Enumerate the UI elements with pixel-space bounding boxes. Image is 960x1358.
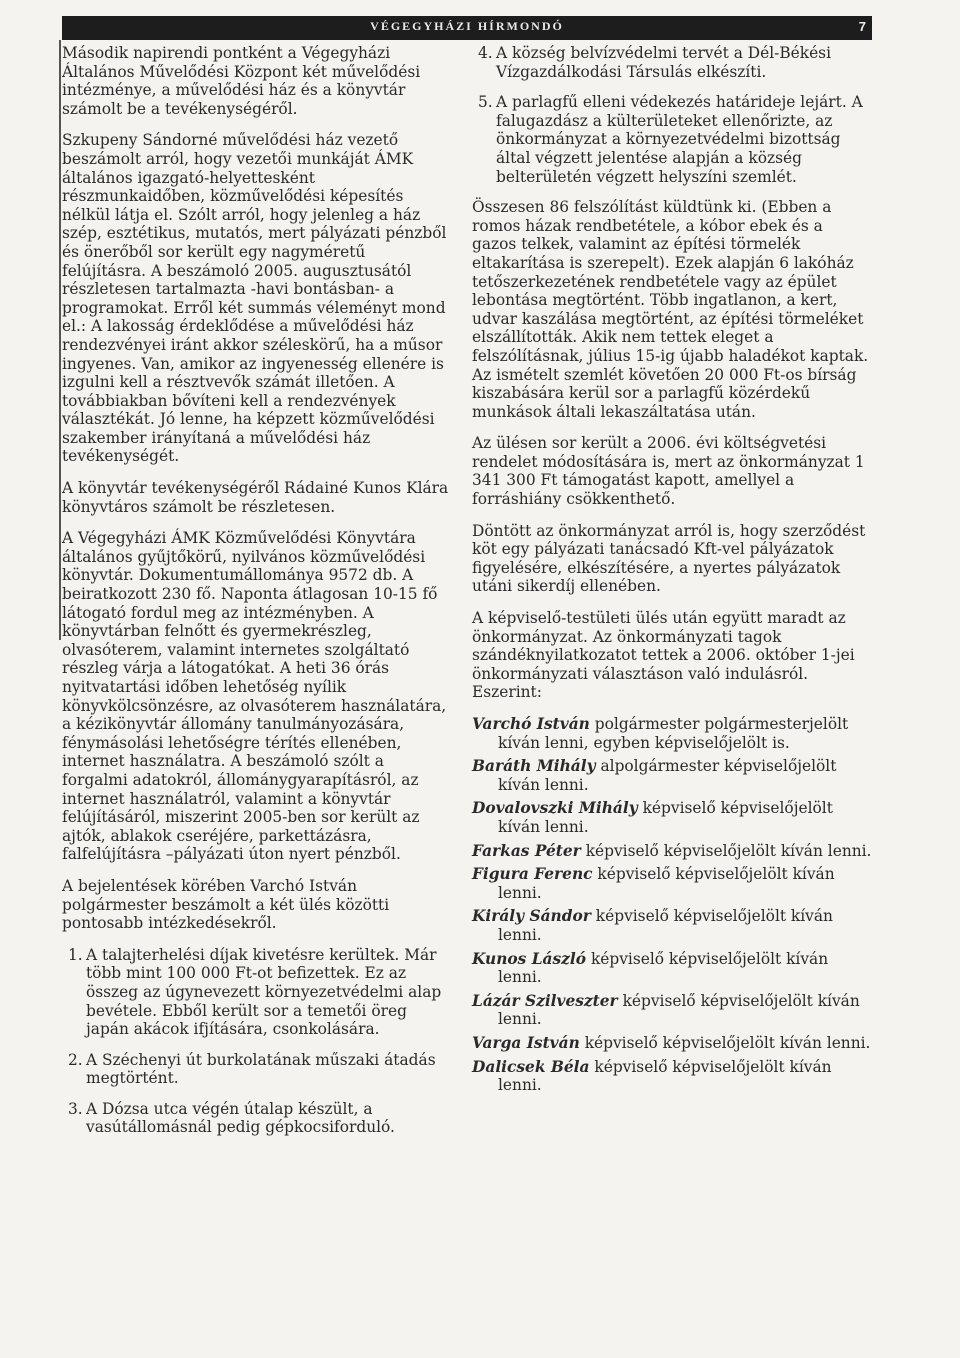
candidate-name: Varga István xyxy=(472,1033,580,1052)
newspaper-header-bar xyxy=(62,16,872,40)
newspaper-title: VÉGEGYHÁZI HÍRMONDÓ xyxy=(370,19,564,33)
left-column xyxy=(62,44,452,1149)
item-number: 3. xyxy=(68,1099,83,1118)
candidate-text: polgármester polgármesterjelölt kíván lenni, egyben képviselőjelölt is. xyxy=(498,715,849,752)
numbered-item xyxy=(472,44,872,81)
candidate-text: képviselő képviselőjelölt kíván lenni. xyxy=(585,841,872,860)
candidate-name: Lázár Szilveszter xyxy=(472,991,618,1010)
item-number: 1. xyxy=(68,945,83,964)
candidate-text: alpolgármester képviselőjelölt kíván lenni. xyxy=(498,757,837,794)
item-text: A Széchenyi út burkolatának műszaki átadás megtörtént. xyxy=(86,1050,436,1088)
candidate-text: képviselő képviselőjelölt kíván lenni. xyxy=(498,949,829,987)
paragraph: A bejelentések körében Varchó István polgármester beszámolt a két ülés közötti pontosabb intézkedésekről. xyxy=(62,876,390,933)
candidate-text: képviselő képviselőjelölt kíván lenni. xyxy=(584,1033,871,1052)
candidate-entry xyxy=(472,1034,872,1053)
candidate-text: képviselő képviselőjelölt kíván lenni. xyxy=(498,907,833,944)
candidate-entry xyxy=(472,992,872,1029)
candidate-name: Farkas Péter xyxy=(472,841,581,860)
paragraph: Szkupeny Sándorné művelődési ház vezető beszámolt arról, hogy vezetői munkáját ÁMK általános igazgató-helyettesként részmunkaidőben, közművelődési képesítés nélkül látja el. Szólt arról, hogy jelenleg a ház szép, esztétikus, mutatós, mert pályázati pénzből és önerőből sor került egy nagyméretű felújításra. A beszámoló 2005. augusztusától részletesen tartalmazta -havi bontásban- a programokat. Erről két summás véleményt mond el.: A lakosság érdeklődése a művelődési ház rendezvényei iránt akkor széleskörű, ha a műsor ingyenes. Van, amikor az ingyenesség ellenére is izgulni kell a résztvevők számát illetően. A továbbiakban bővíteni kell a rendezvények választékát. Jó lenne, ha képzett közművelődési szakember irányítaná a művelődési ház tevékenységét. xyxy=(62,131,447,466)
candidate-name: Király Sándor xyxy=(472,907,591,926)
candidate-name: Dovalovszki Mihály xyxy=(472,799,638,818)
paragraph: Döntött az önkormányzat arról is, hogy szerződést köt egy pályázati tanácsadó Kft-vel pályázatok figyelésére, elkészítésére, a nyertes pályázatok utáni sikerdíj ellenében. xyxy=(472,521,866,596)
item-text: A község belvízvédelmi tervét a Dél-Békési Vízgazdálkodási Társulás elkészíti. xyxy=(496,44,832,81)
candidate-entry xyxy=(472,865,872,902)
candidate-text: képviselő képviselőjelölt kíván lenni. xyxy=(498,991,860,1029)
column-rule xyxy=(59,40,61,640)
candidate-entry xyxy=(472,950,872,987)
candidate-text: képviselő képviselőjelölt kíván lenni. xyxy=(498,1057,832,1095)
candidate-name: Varchó István xyxy=(472,715,590,733)
item-number: 2. xyxy=(68,1050,83,1069)
candidate-name: Kunos László xyxy=(472,949,587,968)
item-text: A parlagfű elleni védekezés határideje lejárt. A falugazdász a külterületeket ellenőrizte, az önkormányzat a környezetvédelmi bizottság által végzett jelentése alapján a község belterületén végzett helyszíni szemlét. xyxy=(496,93,863,186)
item-text: A talajterhelési díjak kivetésre kerültek. Már több mint 100 000 Ft-ot befizettek. Ez az összeg az úgynevezett környezetvédelmi alap bevétele. Ebből került sor a temetői öreg japán akácok ifjítására, csonkolására. xyxy=(86,945,442,1039)
paragraph: A képviselő-testületi ülés után együtt maradt az önkormányzat. Az önkormányzati tagok szándéknyilatkozatot tettek a 2006. október 1-jei önkormányzati választáson való indulásról. Eszerint: xyxy=(472,609,855,702)
candidate-name: Figura Ferenc xyxy=(472,865,593,884)
candidate-entry xyxy=(472,799,872,836)
numbered-item xyxy=(62,1100,452,1137)
candidate-entry xyxy=(472,842,872,861)
numbered-item xyxy=(62,946,452,1039)
item-number: 5. xyxy=(478,93,493,112)
page-number: 7 xyxy=(858,19,866,34)
paragraph: Második napirendi pontként a Végegyházi Általános Művelődési Központ két művelődési intézménye, a művelődési ház és a könyvtár számolt be a tevékenységéről. xyxy=(62,44,421,118)
candidate-name: Baráth Mihály xyxy=(472,757,596,776)
numbered-item xyxy=(62,1051,452,1088)
paragraph: A könyvtár tevékenységéről Rádainé Kunos Klára könyvtáros számolt be részletesen. xyxy=(62,479,449,516)
candidate-entry xyxy=(472,715,872,752)
candidate-entry xyxy=(472,1058,872,1095)
candidate-text: képviselő képviselőjelölt kíván lenni. xyxy=(498,799,833,836)
paragraph: A Végegyházi ÁMK Közművelődési Könyvtára általános gyűjtőkörű, nyilvános közművelődési könyvtár. Dokumentumállománya 9572 db. A beiratkozott 230 fő. Naponta átlagosan 10-15 fő látogató fordul meg az intézményben. A könyvtárban felnőtt és gyermekrészleg, olvasóterem, valamint internetes szolgáltató részleg várja a látogatókat. A heti 36 órás nyitvatartási időben lehetőség nyílik könyvkölcsönzésre, az olvasóterem használatára, a kézikönyvtár állomány tanulmányozására, fénymásolási lehetőségre térítés ellenében, internet használatra. A beszámoló szólt a forgalmi adatokról, állománygyarapításról, az internet használatról, valamint a könyvtár felújításáról, miszerint 2005-ben sor került az ajtók, ablakok cseréjére, parkettázásra, falfelújításra –pályázati úton nyert pénzből. xyxy=(62,529,447,864)
candidate-name: Dalicsek Béla xyxy=(472,1057,590,1076)
candidate-text: képviselő képviselőjelölt kíván lenni. xyxy=(498,865,835,902)
item-text: A Dózsa utca végén útalap készült, a vasútállomásnál pedig gépkocsiforduló. xyxy=(86,1099,395,1137)
paragraph: Az ülésen sor került a 2006. évi költségvetési rendelet módosítására is, mert az önkormányzat 1 341 300 Ft támogatást kapott, amellyel a forráshiány csökkenthető. xyxy=(472,434,865,509)
candidate-entry xyxy=(472,757,872,794)
right-column xyxy=(472,44,872,1100)
paragraph: Összesen 86 felszólítást küldtünk ki. (Ebben a romos házak rendbetétele, a kóbor ebek és a gazos telkek, valamint az építési törmelék eltakarítása is szerepelt). Ezek alapján 6 lakóház tetőszerkezetének rendbetétele vagy az épület lebontása megtörtént. Több ingatlanon, a kert, udvar kaszálása megtörtént, az építési törmeléket elszállították. Akik nem tettek eleget a felszólításnak, július 15-ig újabb haladékot kaptak. Az ismételt szemlét követően 20 000 Ft-os bírság kiszabására kerül sor a parlagfű közérdekű munkások általi lekaszáltatása után. xyxy=(472,198,869,421)
numbered-item xyxy=(472,93,872,186)
candidate-entry xyxy=(472,907,872,944)
item-number: 4. xyxy=(478,44,493,62)
